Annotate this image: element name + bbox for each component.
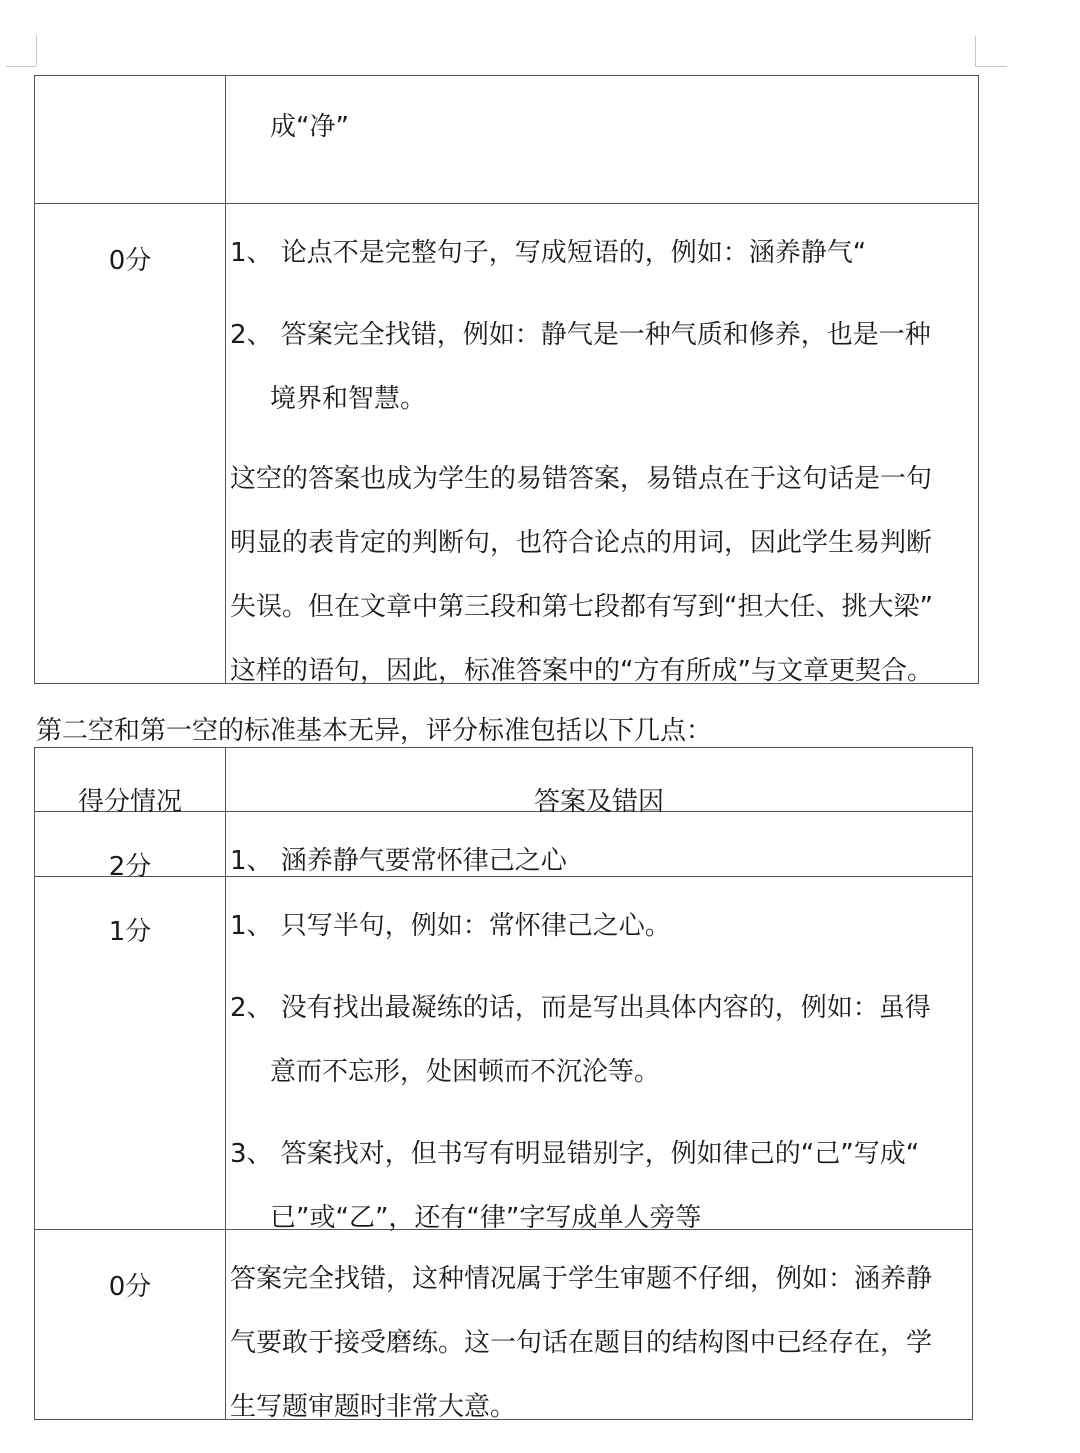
answer-line: 1、 论点不是完整句子，写成短语的，例如：涵养静气“ xyxy=(230,238,867,268)
answer-line: 答案完全找错，这种情况属于学生审题不仔细，例如：涵养静 xyxy=(230,1264,933,1294)
scoring-table-blank-1 xyxy=(34,75,979,684)
answer-line: 这空的答案也成为学生的易错答案，易错点在于这句话是一句 xyxy=(230,464,933,494)
answer-line: 气要敢于接受磨练。这一句话在题目的结构图中已经存在，学 xyxy=(230,1328,933,1358)
score-cell: 1分 xyxy=(35,877,226,1230)
answer-cell xyxy=(226,204,979,684)
crop-mark-left-vertical xyxy=(36,36,37,66)
answer-line: 意而不忘形，处困顿而不沉沦等。 xyxy=(270,1057,661,1087)
intro-paragraph: 第二空和第一空的标准基本无异，评分标准包括以下几点： xyxy=(36,716,713,746)
crop-mark-right-horizontal xyxy=(975,66,1007,67)
score-cell: 0分 xyxy=(35,1230,226,1420)
crop-mark-right-vertical xyxy=(975,36,976,66)
table-header-row xyxy=(35,748,973,812)
score-cell: 0分 xyxy=(35,204,226,684)
table-row xyxy=(35,1230,973,1420)
table-row xyxy=(35,812,973,877)
score-cell: 2分 xyxy=(35,812,226,877)
table-row xyxy=(35,877,973,1230)
answer-line: 2、 没有找出最凝练的话，而是写出具体内容的，例如：虽得 xyxy=(230,993,931,1023)
table-row xyxy=(35,76,979,204)
answer-line: 1、 涵养静气要常怀律己之心 xyxy=(230,846,567,876)
answer-cell xyxy=(226,877,973,1233)
score-cell xyxy=(35,76,226,204)
crop-mark-left-horizontal xyxy=(6,66,36,67)
header-score: 得分情况 xyxy=(35,748,226,812)
answer-line: 2、 答案完全找错，例如：静气是一种气质和修养，也是一种 xyxy=(230,320,931,350)
answer-line: 1、 只写半句，例如：常怀律己之心。 xyxy=(230,911,671,941)
answer-cell xyxy=(226,1230,973,1420)
answer-line: 这样的语句，因此，标准答案中的“方有所成”与文章更契合。 xyxy=(230,656,933,686)
answer-cell xyxy=(226,812,973,877)
answer-line: 失误。但在文章中第三段和第七段都有写到“担大任、挑大梁” xyxy=(230,592,933,622)
header-answer: 答案及错因 xyxy=(226,748,973,812)
answer-line: 成“净” xyxy=(270,112,349,142)
answer-line: 生写题审题时非常大意。 xyxy=(230,1392,517,1422)
table-row xyxy=(35,204,979,684)
scoring-table-blank-2 xyxy=(34,747,973,1420)
answer-line: 境界和智慧。 xyxy=(270,384,427,414)
answer-line: 3、 答案找对，但书写有明显错别字，例如律己的“己”写成“ xyxy=(230,1139,920,1169)
answer-line: 已”或“乙”，还有“律”字写成单人旁等 xyxy=(270,1203,702,1233)
answer-cell xyxy=(226,76,979,204)
answer-line: 明显的表肯定的判断句，也符合论点的用词，因此学生易判断 xyxy=(230,528,933,558)
